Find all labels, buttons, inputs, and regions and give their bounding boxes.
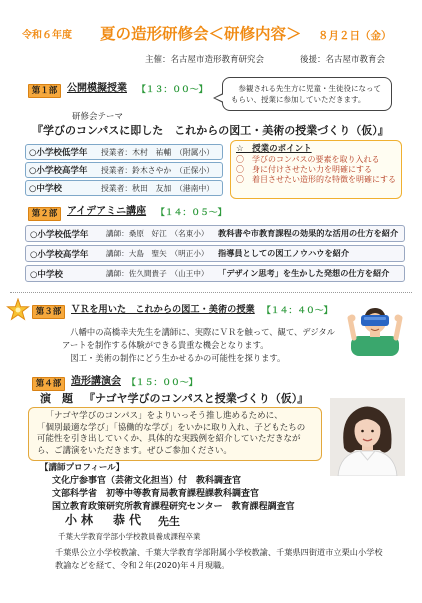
lecture-detail: 指導員としての図工ノウハウを紹介 — [218, 248, 350, 258]
lecture-topic: 『ナゴヤ学びのコンパスと授業づくり（仮）』 — [84, 392, 309, 405]
speaker-education: 千葉大学教育学部小学校教員養成課程卒業 — [58, 532, 201, 541]
speaker-career: 千葉県公立小学校教諭、千葉大学教育学部附属小学校教諭、千葉県四街道市立栗山小学校教諭などを経て、令和２年(2020)年４月現職。 — [55, 547, 383, 570]
lecture-detail: 「デザイン思考」を生かした発想の仕方を紹介 — [218, 268, 390, 278]
lecture-grade: ○小学校低学年 — [30, 229, 89, 240]
speaker-position: 文化庁参事官（芸術文化担当）付 教科調査官 — [52, 476, 242, 486]
part-1-label: 第１部 — [28, 84, 61, 98]
part-4-time: 【１５：００～】 — [127, 378, 198, 388]
sponsor-organization: 後援：名古屋市教育会 — [300, 55, 386, 65]
lesson-point: 〇 着目させたい造形的な特徴を明確にする — [236, 175, 396, 184]
section-divider — [10, 292, 412, 293]
lesson-point: 〇 身に付けさせたい力を明確にする — [236, 165, 372, 174]
part-2-time: 【１４：０５～】 — [156, 208, 227, 218]
lecture-grade: ○小学校高学年 — [30, 249, 89, 260]
class-grade: ○小学校低学年 — [29, 148, 88, 158]
event-date: ８月２日（金） — [318, 30, 392, 42]
class-grade: ○小学校高学年 — [29, 166, 88, 176]
speaker-position: 文部科学省 初等中等教育局教育課程課教科調査官 — [52, 489, 260, 499]
part-3-time: 【１４：４０～】 — [262, 306, 333, 316]
part-3-paragraph: 八幡中の高橋幸夫先生を講師に、実際にＶＲを触って、観て、デジタルアートを制作する体験ができる貴重な機会となります。 — [62, 327, 335, 350]
class-teacher: 授業者：秋田 友加 （港南中） — [101, 183, 215, 193]
page-title: 夏の造形研修会＜研修内容＞ — [100, 25, 302, 43]
lecture-lecturer: 講師：佐久間貴子 （山王中） — [106, 269, 209, 278]
part-3-title: ＶＲを用いた これからの図工・美術の授業 — [71, 304, 255, 315]
class-row-junior-high — [25, 180, 223, 196]
vr-headset-person — [340, 298, 410, 356]
lecture-description-line: 「ナゴヤ学びのコンパス」をよりいっそう推し進めるために、 — [45, 411, 283, 421]
lecture-row-lower-elementary — [25, 225, 405, 242]
part-2-label: 第２部 — [28, 207, 61, 221]
lecture-lecturer: 講師：桑原 好江 （名東小） — [106, 229, 209, 238]
part-4-title: 造形講演会 — [71, 376, 121, 387]
part-2-title: アイデアミニ講座 — [67, 206, 147, 217]
class-grade: ○中学校 — [29, 184, 62, 194]
lecture-detail: 教科書や市教育課程の効果的な活用の仕方を紹介 — [218, 228, 399, 238]
lesson-points-box — [230, 140, 402, 199]
class-teacher: 授業者：木村 祐輔 （附属小） — [101, 147, 215, 157]
lesson-point: 〇 学びのコンパスの要素を取り入れる — [236, 155, 380, 164]
speaker-honorific: 先生 — [158, 515, 180, 528]
lecture-topic-label: 演 題 — [40, 392, 73, 405]
lesson-points-title: ☆ 授業のポイント — [236, 144, 312, 154]
sparkle-icon — [6, 298, 30, 322]
part-4-label: 第４部 — [32, 377, 65, 391]
speaker-profile-heading: 【講師プロフィール】 — [40, 463, 125, 473]
part-1-time: 【１３：００～】 — [137, 85, 208, 95]
theme-title: 『学びのコンパスに即した これからの図工・美術の授業づくり（仮）』 — [32, 124, 389, 137]
speaker-portrait — [330, 398, 405, 476]
speaker-position: 国立教育政策研究所教育課程研究センター 教育課程調査官 — [52, 502, 295, 512]
theme-label: 研修会テーマ — [72, 112, 124, 122]
host-organization: 主催：名古屋市造形教育研究会 — [145, 55, 265, 65]
class-row-lower-elementary — [25, 144, 223, 160]
lecture-description-line: 「個別最適な学び」「協働的な学び」をいかに取り入れ、子どもたちの可能性を引き出していくか、具体的な実践例を紹介していただきながら、ご講演をいただきます。ぜひご参加ください。 — [37, 422, 306, 456]
part-3-paragraph: 図工・美術の制作にどう生かせるかの可能性を探ります。 — [70, 353, 286, 363]
part-3-description — [62, 326, 338, 365]
lecture-lecturer: 講師：大島 聖矢 （明正小） — [106, 249, 209, 258]
class-row-upper-elementary — [25, 162, 223, 178]
lecture-grade: ○中学校 — [30, 269, 63, 280]
part-1-title: 公開模擬授業 — [67, 83, 127, 94]
class-teacher: 授業者：鈴木さやか （正保小） — [101, 165, 215, 175]
lecture-row-upper-elementary — [25, 245, 405, 262]
part-3-label: 第３部 — [32, 305, 65, 319]
lecture-description-box — [28, 407, 322, 461]
speaker-name: 小林 恭代 — [65, 513, 146, 527]
lecture-row-junior-high — [25, 265, 405, 282]
header-year: 令和６年度 — [22, 30, 72, 41]
speech-bubble: 参観される先生方に児童・生徒役になってもらい、授業に参加していただきます。 — [222, 77, 392, 111]
